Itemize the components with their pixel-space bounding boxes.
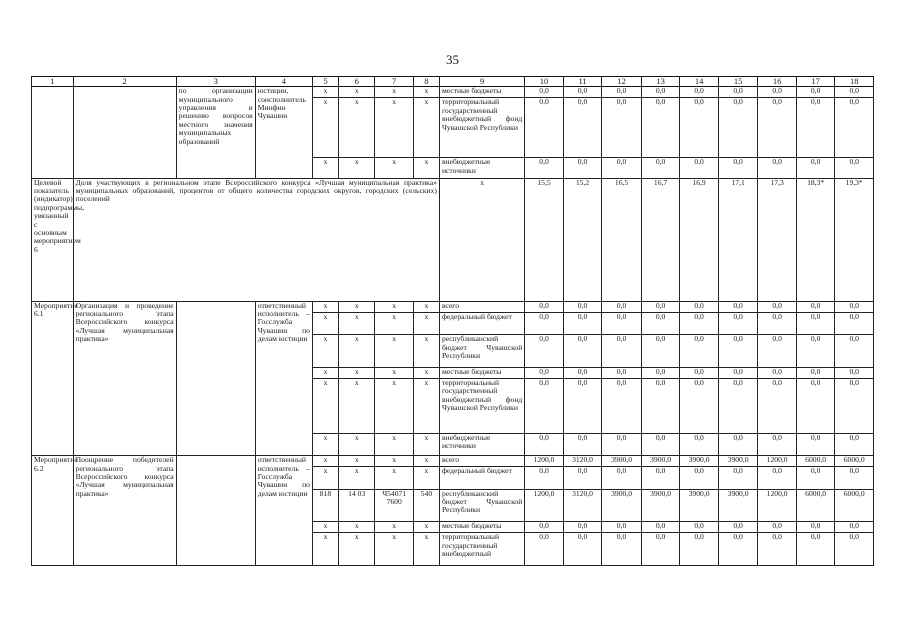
- funding-source: внебюджетные источники: [439, 158, 524, 178]
- funding-value: 0,0: [796, 312, 835, 334]
- empty-cell: [176, 456, 255, 566]
- funding-value: 0,0: [680, 533, 719, 566]
- measure-title-continued: по организации муниципального управления и решению вопросов местного значения муниципальных образований: [176, 87, 255, 178]
- budget-code-cell: x: [375, 522, 414, 533]
- funding-value: 0,0: [758, 378, 797, 433]
- funding-value: 0,0: [641, 433, 680, 455]
- column-header-7: 7: [375, 77, 414, 87]
- funding-value: 3900,0: [641, 456, 680, 467]
- budget-code-cell: x: [312, 467, 338, 489]
- funding-value: 0,0: [641, 301, 680, 312]
- funding-value: 0,0: [758, 87, 797, 98]
- budget-code-cell: x: [375, 301, 414, 312]
- funding-value: 0,0: [758, 335, 797, 368]
- budget-code-cell: x: [339, 98, 375, 158]
- indicator-source: x: [439, 178, 524, 301]
- funding-value: 0,0: [718, 367, 758, 378]
- funding-value: 3900,0: [718, 456, 758, 467]
- funding-value: 0,0: [602, 467, 642, 489]
- budget-code-cell: x: [339, 367, 375, 378]
- indicator-value-2020: 15,2: [563, 178, 602, 301]
- table-row: [32, 87, 874, 98]
- funding-value: 0,0: [758, 433, 797, 455]
- column-header-11: 11: [563, 77, 602, 87]
- budget-code-cell: x: [413, 456, 439, 467]
- funding-value: 0,0: [680, 378, 719, 433]
- budget-code-cell: x: [312, 98, 338, 158]
- funding-source: внебюджетные источники: [439, 433, 524, 455]
- funding-value: 0,0: [563, 522, 602, 533]
- funding-value: 1200,0: [758, 489, 797, 522]
- funding-value: 0,0: [563, 301, 602, 312]
- funding-value: 0,0: [718, 335, 758, 368]
- budget-code-cell: x: [375, 158, 414, 178]
- funding-value: 0,0: [680, 433, 719, 455]
- funding-value: 0,0: [563, 87, 602, 98]
- funding-value: 0,0: [718, 522, 758, 533]
- funding-value: 0,0: [641, 87, 680, 98]
- empty-cell: [32, 87, 74, 178]
- budget-code-cell: x: [339, 467, 375, 489]
- funding-value: 0,0: [796, 335, 835, 368]
- funding-value: 0,0: [602, 378, 642, 433]
- funding-value: 0,0: [796, 522, 835, 533]
- funding-value: 0,0: [796, 378, 835, 433]
- funding-value: 0,0: [641, 533, 680, 566]
- funding-value: 0,0: [718, 87, 758, 98]
- funding-value: 0,0: [718, 533, 758, 566]
- column-header-10: 10: [525, 77, 564, 87]
- funding-value: 6000,0: [796, 456, 835, 467]
- budget-code-cell: x: [413, 158, 439, 178]
- funding-value: 0,0: [563, 467, 602, 489]
- funding-value: 3900,0: [680, 456, 719, 467]
- indicator-value-2023: 16,9: [680, 178, 719, 301]
- budget-code-cell: x: [413, 367, 439, 378]
- funding-value: 6000,0: [796, 489, 835, 522]
- funding-value: 0,0: [718, 433, 758, 455]
- indicator-text: Доля участвующих в региональном этапе Всероссийского конкурса «Лучшая муниципальная практика» муниципальных образований, процентов от общего количества городских округов, городских (сельских) поселений: [73, 178, 439, 301]
- funding-value: 0,0: [563, 98, 602, 158]
- funding-value: 0,0: [758, 522, 797, 533]
- funding-value: 0,0: [525, 467, 564, 489]
- table-row: [32, 456, 874, 467]
- funding-value: 0,0: [758, 533, 797, 566]
- budget-code-cell: x: [375, 98, 414, 158]
- funding-value: 3900,0: [602, 489, 642, 522]
- funding-value: 0,0: [718, 98, 758, 158]
- funding-value: 3900,0: [680, 489, 719, 522]
- budget-code-cell: x: [375, 335, 414, 368]
- column-header-3: 3: [176, 77, 255, 87]
- budget-code-cell: 818: [312, 489, 338, 522]
- measure-6-1-responsible: ответственный исполнитель – Госслужба Чувашии по делам юстиции: [255, 301, 312, 455]
- budget-code-cell: x: [375, 312, 414, 334]
- funding-value: 0,0: [641, 312, 680, 334]
- funding-value: 0,0: [641, 98, 680, 158]
- budget-code-cell: x: [413, 533, 439, 566]
- indicator-value-2025: 17,3: [758, 178, 797, 301]
- funding-value: 3900,0: [641, 489, 680, 522]
- funding-value: 0,0: [718, 312, 758, 334]
- funding-value: 0,0: [525, 378, 564, 433]
- funding-source: всего: [439, 456, 524, 467]
- funding-value: 0,0: [796, 533, 835, 566]
- budget-code-cell: x: [375, 378, 414, 433]
- measure-6-2-label: Мероприятие 6.2: [32, 456, 74, 566]
- funding-value: 0,0: [525, 301, 564, 312]
- funding-value: 0,0: [796, 367, 835, 378]
- funding-value: 0,0: [758, 367, 797, 378]
- table-row: [32, 301, 874, 312]
- funding-value: 0,0: [680, 87, 719, 98]
- column-header-14: 14: [680, 77, 719, 87]
- column-header-8: 8: [413, 77, 439, 87]
- funding-value: 0,0: [835, 335, 874, 368]
- budget-code-cell: x: [413, 378, 439, 433]
- funding-value: 0,0: [796, 301, 835, 312]
- indicator-row: [32, 178, 874, 301]
- funding-value: 0,0: [796, 98, 835, 158]
- measure-6-1-name: Организация и проведение регионального этапа Всероссийского конкурса «Лучшая муниципальная практика»: [73, 301, 176, 455]
- empty-cell: [176, 301, 255, 455]
- funding-source: республиканский бюджет Чувашской Республики: [439, 489, 524, 522]
- funding-source: территориальный государственный внебюджетный фонд Чувашской Республики: [439, 98, 524, 158]
- funding-value: 0,0: [680, 335, 719, 368]
- budget-code-cell: x: [312, 522, 338, 533]
- funding-value: 0,0: [680, 301, 719, 312]
- column-header-9: 9: [439, 77, 524, 87]
- funding-value: 0,0: [525, 158, 564, 178]
- page-number: 35: [446, 52, 459, 67]
- funding-value: 0,0: [563, 312, 602, 334]
- indicator-value-2021: 16,5: [602, 178, 642, 301]
- funding-value: 0,0: [680, 467, 719, 489]
- budget-code-cell: Ч54071 7600: [375, 489, 414, 522]
- budget-code-cell: x: [413, 98, 439, 158]
- funding-value: 0,0: [602, 312, 642, 334]
- funding-value: 1200,0: [758, 456, 797, 467]
- responsible-continued: юстиции, соисполнитель Минфин Чувашии: [255, 87, 312, 178]
- budget-code-cell: x: [375, 456, 414, 467]
- funding-value: 0,0: [641, 378, 680, 433]
- funding-value: 0,0: [602, 87, 642, 98]
- column-header-12: 12: [602, 77, 642, 87]
- budget-code-cell: x: [312, 312, 338, 334]
- funding-value: 0,0: [602, 98, 642, 158]
- funding-value: 0,0: [641, 158, 680, 178]
- budget-code-cell: x: [312, 87, 338, 98]
- funding-value: 0,0: [602, 301, 642, 312]
- budget-code-cell: x: [413, 301, 439, 312]
- funding-source: всего: [439, 301, 524, 312]
- budget-code-cell: x: [413, 87, 439, 98]
- column-header-15: 15: [718, 77, 758, 87]
- budget-code-cell: x: [339, 158, 375, 178]
- funding-value: 3120,0: [563, 456, 602, 467]
- funding-value: 0,0: [563, 367, 602, 378]
- funding-value: 0,0: [796, 158, 835, 178]
- budget-code-cell: x: [375, 87, 414, 98]
- budget-code-cell: x: [413, 467, 439, 489]
- funding-value: 0,0: [563, 158, 602, 178]
- budget-code-cell: x: [312, 378, 338, 433]
- budget-code-cell: x: [413, 335, 439, 368]
- column-header-16: 16: [758, 77, 797, 87]
- budget-code-cell: x: [312, 433, 338, 455]
- budget-code-cell: x: [339, 522, 375, 533]
- funding-value: 3900,0: [718, 489, 758, 522]
- indicator-value-2019: 15,5: [525, 178, 564, 301]
- funding-value: 0,0: [641, 467, 680, 489]
- funding-value: 0,0: [641, 522, 680, 533]
- empty-cell: [73, 87, 176, 178]
- funding-value: 0,0: [835, 378, 874, 433]
- funding-value: 0,0: [525, 335, 564, 368]
- funding-value: 0,0: [602, 158, 642, 178]
- budget-code-cell: 540: [413, 489, 439, 522]
- funding-value: 0,0: [602, 533, 642, 566]
- funding-source: федеральный бюджет: [439, 312, 524, 334]
- funding-value: 0,0: [758, 312, 797, 334]
- indicator-value-2022: 16,7: [641, 178, 680, 301]
- budget-code-cell: x: [413, 433, 439, 455]
- funding-value: 0,0: [835, 301, 874, 312]
- budget-code-cell: x: [312, 367, 338, 378]
- budget-code-cell: x: [375, 433, 414, 455]
- column-header-4: 4: [255, 77, 312, 87]
- funding-value: 6000,0: [835, 489, 874, 522]
- funding-value: 0,0: [563, 433, 602, 455]
- funding-value: 0,0: [680, 98, 719, 158]
- funding-value: 0,0: [758, 98, 797, 158]
- funding-value: 0,0: [835, 158, 874, 178]
- budget-code-cell: x: [413, 312, 439, 334]
- budget-code-cell: x: [312, 301, 338, 312]
- column-header-13: 13: [641, 77, 680, 87]
- funding-value: 0,0: [796, 467, 835, 489]
- funding-value: 0,0: [718, 378, 758, 433]
- funding-value: 0,0: [680, 522, 719, 533]
- funding-value: 0,0: [563, 378, 602, 433]
- budget-code-cell: x: [339, 533, 375, 566]
- column-header-2: 2: [73, 77, 176, 87]
- funding-value: 0,0: [835, 98, 874, 158]
- funding-value: 0,0: [525, 87, 564, 98]
- funding-value: 1200,0: [525, 489, 564, 522]
- funding-value: 0,0: [718, 467, 758, 489]
- funding-value: 0,0: [835, 87, 874, 98]
- header-row: [32, 77, 874, 87]
- funding-value: 0,0: [602, 522, 642, 533]
- funding-source: местные бюджеты: [439, 522, 524, 533]
- budget-code-cell: x: [312, 456, 338, 467]
- budget-code-cell: 14 03: [339, 489, 375, 522]
- funding-value: 0,0: [835, 533, 874, 566]
- budget-code-cell: x: [312, 158, 338, 178]
- funding-value: 6000,0: [835, 456, 874, 467]
- funding-value: 0,0: [835, 522, 874, 533]
- funding-source: местные бюджеты: [439, 367, 524, 378]
- column-header-6: 6: [339, 77, 375, 87]
- column-header-18: 18: [835, 77, 874, 87]
- column-header-5: 5: [312, 77, 338, 87]
- funding-value: 0,0: [641, 367, 680, 378]
- funding-value: 0,0: [796, 87, 835, 98]
- indicator-value-2031-2035: 19,3*: [835, 178, 874, 301]
- funding-source: территориальный государственный внебюджетный фонд Чувашской Республики: [439, 378, 524, 433]
- indicator-value-2026-2030: 18,3*: [796, 178, 835, 301]
- budget-code-cell: x: [339, 87, 375, 98]
- budget-code-cell: x: [339, 312, 375, 334]
- indicator-value-2024: 17,1: [718, 178, 758, 301]
- funding-value: 0,0: [718, 301, 758, 312]
- budget-code-cell: x: [375, 367, 414, 378]
- funding-value: 0,0: [525, 433, 564, 455]
- funding-value: 1200,0: [525, 456, 564, 467]
- indicator-label: Целевой показатель (индикатор) подпрограммы, увязанный с основным мероприятием 6: [32, 178, 74, 301]
- funding-value: 0,0: [525, 367, 564, 378]
- funding-value: 0,0: [563, 533, 602, 566]
- funding-source: федеральный бюджет: [439, 467, 524, 489]
- funding-value: 3900,0: [602, 456, 642, 467]
- budget-code-cell: x: [413, 522, 439, 533]
- funding-value: 0,0: [758, 158, 797, 178]
- funding-value: 0,0: [680, 367, 719, 378]
- funding-value: 0,0: [835, 367, 874, 378]
- measure-6-1-label: Мероприятие 6.1: [32, 301, 74, 455]
- funding-value: 0,0: [835, 312, 874, 334]
- budget-code-cell: x: [339, 335, 375, 368]
- funding-value: 0,0: [525, 98, 564, 158]
- funding-value: 0,0: [602, 433, 642, 455]
- funding-value: 0,0: [563, 335, 602, 368]
- budget-code-cell: x: [375, 533, 414, 566]
- column-header-17: 17: [796, 77, 835, 87]
- program-table: [31, 76, 874, 566]
- measure-6-2-responsible: ответственный исполнитель – Госслужба Чувашии по делам юстиции: [255, 456, 312, 566]
- funding-value: 0,0: [835, 433, 874, 455]
- budget-code-cell: x: [339, 433, 375, 455]
- funding-value: 0,0: [718, 158, 758, 178]
- funding-source: республиканский бюджет Чувашской Республики: [439, 335, 524, 368]
- measure-6-2-name: Поощрение победителей регионального этапа Всероссийского конкурса «Лучшая муниципальная практика»: [73, 456, 176, 566]
- funding-value: 0,0: [796, 433, 835, 455]
- budget-code-cell: x: [312, 533, 338, 566]
- budget-code-cell: x: [312, 335, 338, 368]
- budget-code-cell: x: [375, 467, 414, 489]
- funding-source: местные бюджеты: [439, 87, 524, 98]
- funding-value: 3120,0: [563, 489, 602, 522]
- funding-value: 0,0: [680, 312, 719, 334]
- table-body: [32, 77, 874, 566]
- funding-value: 0,0: [525, 522, 564, 533]
- funding-value: 0,0: [602, 367, 642, 378]
- budget-code-cell: x: [339, 301, 375, 312]
- budget-code-cell: x: [339, 378, 375, 433]
- column-header-1: 1: [32, 77, 74, 87]
- funding-value: 0,0: [641, 335, 680, 368]
- funding-value: 0,0: [758, 467, 797, 489]
- funding-value: 0,0: [680, 158, 719, 178]
- budget-code-cell: x: [339, 456, 375, 467]
- funding-value: 0,0: [525, 533, 564, 566]
- funding-value: 0,0: [835, 467, 874, 489]
- funding-value: 0,0: [758, 301, 797, 312]
- funding-source: территориальный государственный внебюджетный: [439, 533, 524, 566]
- funding-value: 0,0: [602, 335, 642, 368]
- funding-value: 0,0: [525, 312, 564, 334]
